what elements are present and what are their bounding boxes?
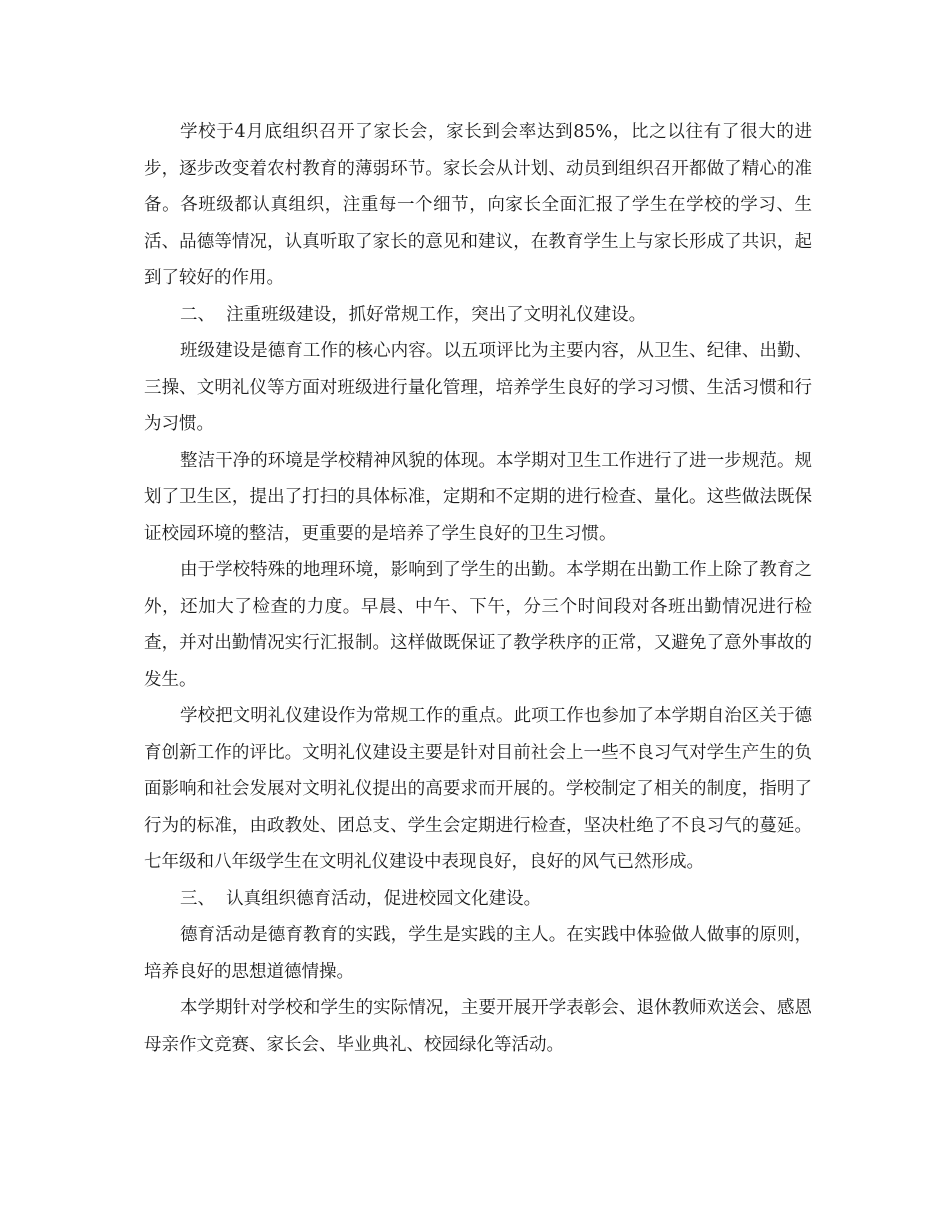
paragraph-hygiene: 整洁干净的环境是学校精神风貌的体现。本学期对卫生工作进行了进一步规范。规划了卫生区，提出了打扫的具体标准，定期和不定期的进行检查、量化。这些做法既保证校园环境的整洁，更重要的是培养了学生良好的卫生习惯。	[144, 450, 812, 544]
section-heading-class-building: 二、 注重班级建设，抓好常规工作，突出了文明礼仪建设。	[180, 304, 647, 325]
paragraph-attendance: 由于学校特殊的地理环境，影响到了学生的出勤。本学期在出勤工作上除了教育之外，还加大了检查的力度。早晨、中午、下午，分三个时间段对各班出勤情况进行检查，并对出勤情况实行汇报制。这样做既保证了教学秩序的正常，又避免了意外事故的发生。	[144, 560, 812, 690]
paragraph-class-building: 班级建设是德育工作的核心内容。以五项评比为主要内容，从卫生、纪律、出勤、三操、文明礼仪等方面对班级进行量化管理，培养学生良好的学习习惯、生活习惯和行为习惯。	[144, 341, 812, 434]
section-heading-moral-activities: 三、 认真组织德育活动，促进校园文化建设。	[180, 888, 542, 909]
paragraph-moral-practice: 德育活动是德育教育的实践，学生是实践的主人。在实践中体验做人做事的原则，培养良好的思想道德情操。	[144, 925, 812, 982]
paragraph-parent-meeting: 学校于4月底组织召开了家长会，家长到会率达到85%，比之以往有了很大的进步，逐步改变着农村教育的薄弱环节。家长会从计划、动员到组织召开都做了精心的准备。各班级都认真组织，注重每一个细节，向家长全面汇报了学生在学校的学习、生活、品德等情况，认真听取了家长的意见和建议，在教育学生上与家长形成了共识，起到了较好的作用。	[144, 122, 812, 288]
paragraph-etiquette: 学校把文明礼仪建设作为常规工作的重点。此项工作也参加了本学期自治区关于德育创新工作的评比。文明礼仪建设主要是针对目前社会上一些不良习气对学生产生的负面影响和社会发展对文明礼仪提出的高要求而开展的。学校制定了相关的制度，指明了行为的标准，由政教处、团总支、学生会定期进行检查，坚决杜绝了不良习气的蔓延。七年级和八年级学生在文明礼仪建设中表现良好，良好的风气已然形成。	[144, 706, 812, 872]
document-body	[144, 114, 812, 1063]
paragraph-activities: 本学期针对学校和学生的实际情况，主要开展开学表彰会、退休教师欢送会、感恩母亲作文竞赛、家长会、毕业典礼、校园绿化等活动。	[144, 998, 812, 1055]
